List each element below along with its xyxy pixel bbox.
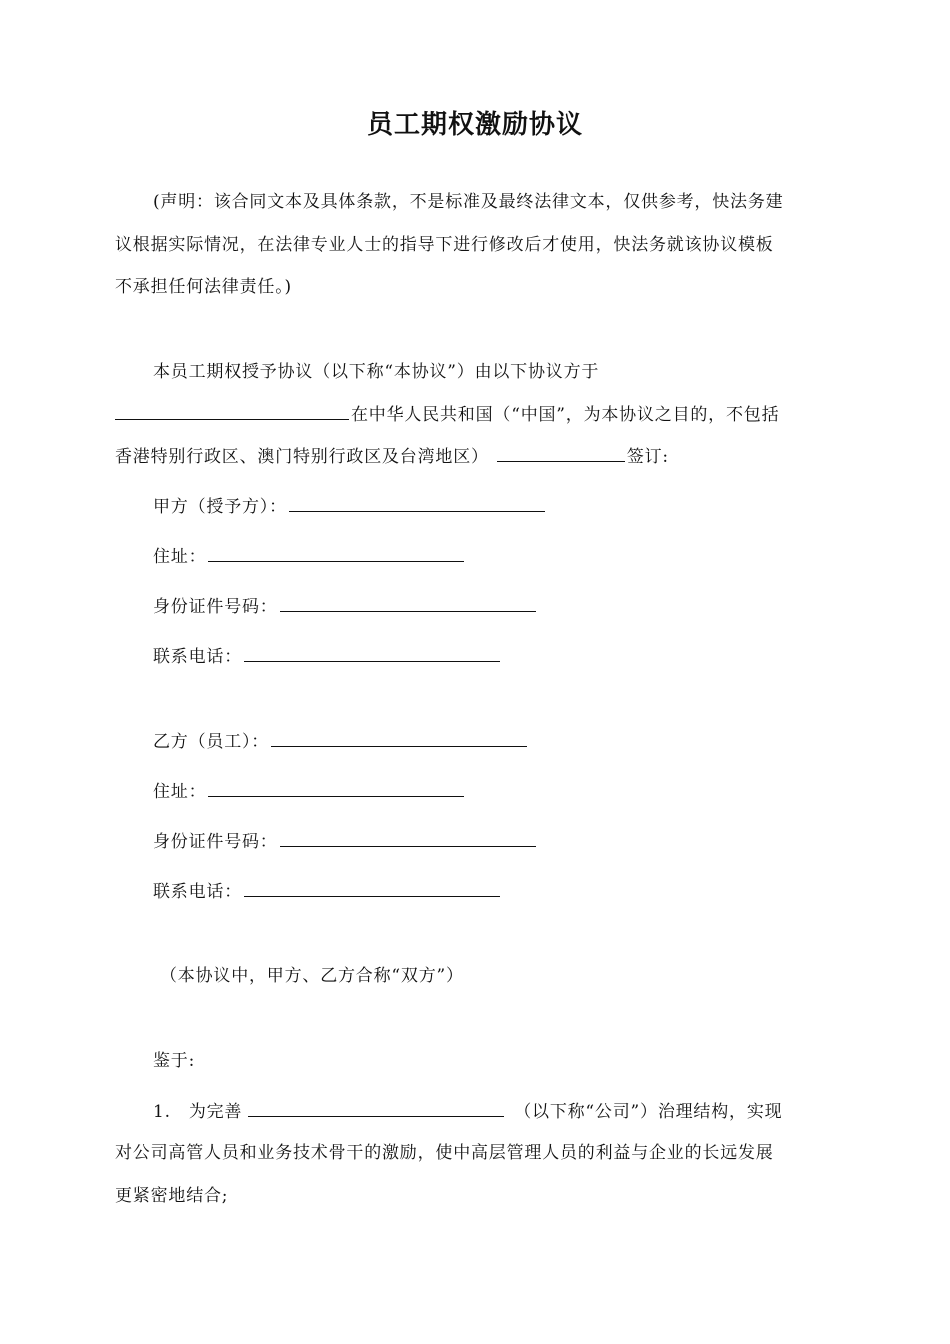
clause-1-text-before: 为完善 [188,1102,243,1122]
disclaimer-line-3: 不承担任何法律责任。) [115,277,292,297]
party-a-name-blank[interactable] [289,495,545,512]
party-b-id-label: 身份证件号码： [153,832,278,852]
clause-1-line-1 [153,1100,782,1123]
disclaimer-line-2: 议根据实际情况，在法律专业人士的指导下进行修改后才使用，快法务就该协议模板 [115,235,774,255]
clause-1-number: 1. [153,1102,171,1122]
disclaimer-line-1: (声明：该合同文本及具体条款，不是标准及最终法律文本，仅供参考，快法务建 [153,192,784,212]
party-b-address-blank[interactable] [208,780,464,797]
party-b-phone-label: 联系电话： [153,882,242,902]
party-b-id-row [153,830,538,853]
party-a-name-label: 甲方（授予方）： [153,497,287,517]
party-a-id-row [153,595,538,618]
intro-line-2 [115,403,779,426]
signing-date-blank[interactable] [115,403,349,420]
signed-label: 签订: [626,447,669,467]
party-a-address-row [153,545,466,568]
intro-line-3 [115,445,669,468]
party-a-id-label: 身份证件号码： [153,597,278,617]
clause-1-text-after: （以下称“公司”）治理结构，实现 [514,1102,783,1122]
party-a-address-blank[interactable] [208,545,464,562]
document-title: 员工期权激励协议 [366,110,583,140]
clause-1-line-2: 对公司高管人员和业务技术骨干的激励，使中高层管理人员的利益与企业的长远发展 [115,1143,774,1163]
party-b-phone-row [153,880,502,903]
party-b-name-label: 乙方（员工）： [153,732,270,752]
party-b-name-row [153,730,529,753]
company-name-blank[interactable] [248,1100,504,1117]
parties-note: （本协议中，甲方、乙方合称“双方”） [160,966,464,986]
party-a-id-blank[interactable] [280,595,536,612]
party-a-address-label: 住址： [153,547,207,567]
party-a-phone-blank[interactable] [244,645,500,662]
party-a-name-row [153,495,547,518]
signing-place-blank[interactable] [497,445,625,462]
clause-1-line-3: 更紧密地结合; [115,1186,229,1206]
party-b-address-label: 住址： [153,782,207,802]
party-b-id-blank[interactable] [280,830,536,847]
intro-line-3-text: 香港特别行政区、澳门特别行政区及台湾地区） [115,447,489,467]
party-b-phone-blank[interactable] [244,880,500,897]
whereas-heading: 鉴于: [153,1051,196,1071]
intro-line-1: 本员工期权授予协议（以下称“本协议”）由以下协议方于 [153,362,600,382]
intro-line-2-text: 在中华人民共和国（“中国”，为本协议之目的，不包括 [351,405,780,425]
party-a-phone-label: 联系电话： [153,647,242,667]
party-b-name-blank[interactable] [271,730,527,747]
party-a-phone-row [153,645,502,668]
party-b-address-row [153,780,466,803]
